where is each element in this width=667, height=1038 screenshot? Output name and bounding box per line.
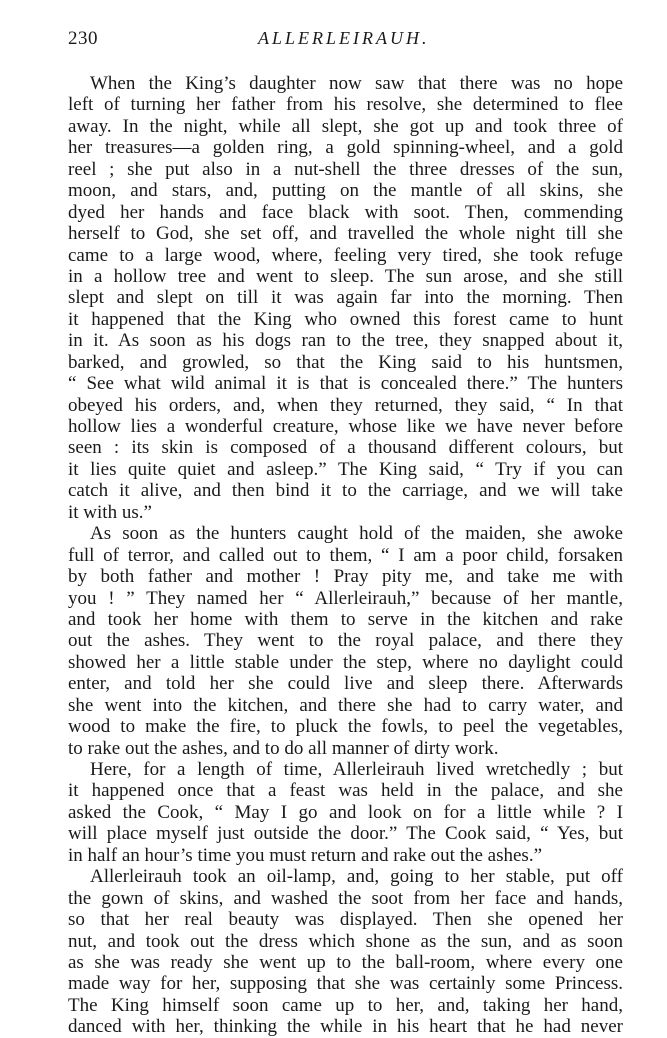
text-line: “ See what wild animal it is that is concealed there.” The hunters — [68, 373, 623, 395]
text-line: As soon as the hunters caught hold of the maiden, she awoke — [90, 523, 623, 545]
paragraph — [68, 73, 623, 523]
text-line: nut, and took out the dress which shone as the sun, and as soon — [68, 930, 623, 952]
text-line: as she was ready she went up to the ball-room, where every one — [68, 951, 623, 973]
text-line: full of terror, and called out to them, “ I am a poor child, forsaken — [68, 544, 623, 566]
text-line: to rake out the ashes, and to do all manner of dirty work. — [68, 737, 499, 759]
text-line: catch it alive, and then bind it to the carriage, and we will take — [68, 480, 623, 502]
text-line: slept and slept on till it was again far into the morning. Then — [68, 287, 623, 309]
running-title: ALLERLEIRAUH. — [258, 28, 430, 48]
text-line: Allerleirauh took an oil-lamp, and, going to her stable, put off — [90, 866, 623, 888]
text-line: showed her a little stable under the step, where no daylight could — [68, 651, 623, 673]
text-line: When the King’s daughter now saw that there was no hope — [90, 73, 623, 94]
text-line: the gown of skins, and washed the soot from her face and hands, — [68, 887, 623, 909]
text-line: herself to God, she set off, and travelled the whole night till she — [68, 223, 623, 245]
text-line: and took her home with them to serve in the kitchen and rake — [68, 608, 623, 630]
text-line: reel ; she put also in a nut-shell the three dresses of the sun, — [68, 158, 623, 180]
text-line: away. In the night, while all slept, she got up and took three of — [68, 115, 623, 137]
text-line: so that her real beauty was displayed. Then she opened her — [68, 909, 623, 931]
text-line: out the ashes. They went to the royal palace, and there they — [68, 630, 623, 652]
text-line: will place myself just outside the door.” The Cook said, “ Yes, but — [68, 823, 623, 845]
text-line: it happened that the King who owned this forest came to hunt — [68, 308, 623, 330]
page-header — [68, 28, 623, 58]
text-line: danced with her, thinking the while in his heart that he had never — [68, 1016, 623, 1038]
page-number: 230 — [68, 28, 98, 49]
story-text — [68, 73, 623, 1038]
text-line: her treasures—a golden ring, a gold spinning-wheel, and a gold — [68, 137, 623, 159]
text-line: made way for her, supposing that she was certainly some Princess. — [68, 973, 623, 995]
text-line: it happened once that a feast was held in the palace, and she — [68, 780, 623, 802]
text-line: barked, and growled, so that the King said to his huntsmen, — [68, 351, 623, 373]
paragraph — [68, 759, 623, 866]
text-line: by both father and mother ! Pray pity me, and take me with — [68, 566, 623, 588]
text-line: in half an hour’s time you must return and rake out the ashes.” — [68, 844, 542, 866]
paragraph — [68, 866, 623, 1038]
text-line: obeyed his orders, and, when they returned, they said, “ In that — [68, 394, 623, 416]
text-line: it with us.” — [68, 501, 152, 523]
text-line: wood to make the fire, to pluck the fowls, to peel the vegetables, — [68, 716, 623, 738]
text-line: The King himself soon came up to her, and, taking her hand, — [68, 994, 623, 1016]
text-line: in it. As soon as his dogs ran to the tree, they snapped about it, — [68, 330, 623, 352]
text-line: dyed her hands and face black with soot. Then, commending — [68, 201, 623, 223]
text-line: moon, and stars, and, putting on the mantle of all skins, she — [68, 180, 623, 202]
text-line: hollow lies a wonderful creature, whose like we have never before — [68, 416, 623, 437]
text-line: came to a large wood, where, feeling very tired, she took refuge — [68, 244, 623, 266]
text-line: asked the Cook, “ May I go and look on for a little while ? I — [68, 801, 623, 823]
text-line: left of turning her father from his resolve, she determined to flee — [68, 94, 623, 116]
text-line: it lies quite quiet and asleep.” The King said, “ Try if you can — [68, 458, 623, 480]
text-line: Here, for a length of time, Allerleirauh lived wretchedly ; but — [90, 759, 623, 780]
text-line: enter, and told her she could live and sleep there. Afterwards — [68, 673, 623, 695]
text-line: in a hollow tree and went to sleep. The sun arose, and she still — [68, 265, 623, 287]
text-line: seen : its skin is composed of a thousand different colours, but — [68, 437, 623, 459]
text-line: you ! ” They named her “ Allerleirauh,” because of her mantle, — [68, 587, 623, 609]
paragraph — [68, 523, 623, 759]
text-line: she went into the kitchen, and there she had to carry water, and — [68, 694, 623, 716]
